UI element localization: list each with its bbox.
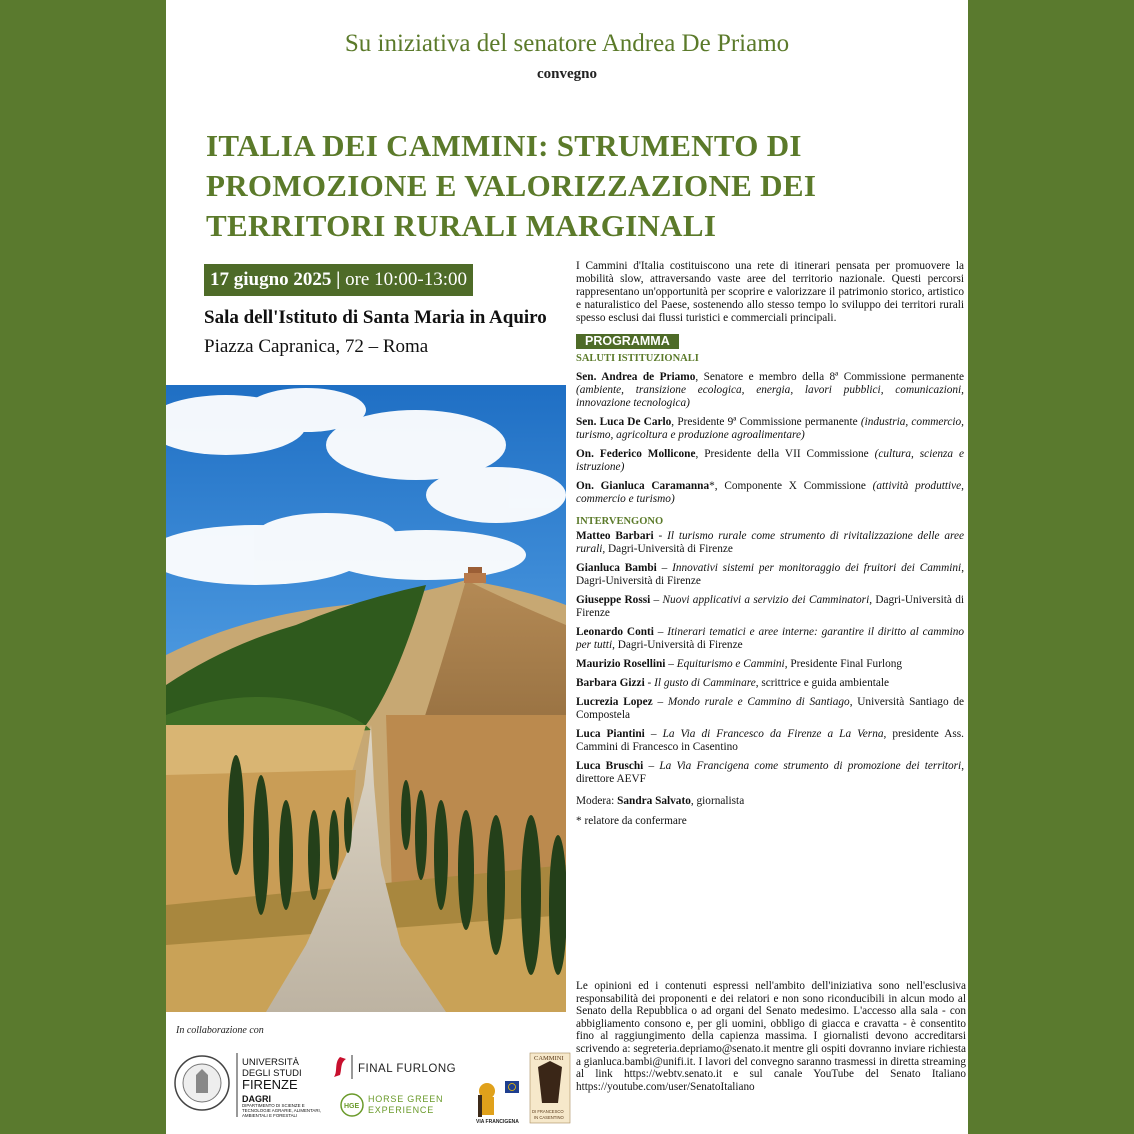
- initiative-line: Su iniziativa del senatore Andrea De Priamo: [344, 30, 790, 57]
- unifi-seal-logo: [175, 1056, 229, 1110]
- moderator: Modera: Sandra Salvato, giornalista: [576, 795, 745, 807]
- speaker-item: Giuseppe Rossi – Nuovi applicativi a servizio dei Camminatori, Dagri-Università di Firenze: [576, 594, 964, 619]
- unifi-line-2: DEGLI STUDI: [242, 1068, 302, 1079]
- poster: [166, 0, 968, 1134]
- speaker-item: Gianluca Bambi – Innovativi sistemi per monitoraggio dei fruitori dei Cammini, Dagri-Università di Firenze: [576, 562, 965, 587]
- cammini-francesco-line-1: CAMMINI: [534, 1055, 564, 1062]
- event-type: convegno: [537, 66, 597, 82]
- title-line: TERRITORI RURALI MARGINALI: [206, 208, 717, 243]
- via-francigena-name: VIA FRANCIGENA: [476, 1119, 519, 1125]
- cammini-di-francesco-logo: [530, 1053, 570, 1123]
- interventi-heading: INTERVENGONO: [576, 516, 664, 527]
- event-date: 17 giugno 2025: [210, 269, 332, 290]
- partner-logos: [174, 1045, 574, 1125]
- speaker-item: On. Federico Mollicone, Presidente della VII Commissione (cultura, scienza e istruzione): [576, 448, 964, 473]
- venue: Sala dell'Istituto di Santa Maria in Aquiro: [204, 307, 547, 328]
- council-of-europe-logo: [505, 1081, 519, 1093]
- program-column: [576, 260, 964, 828]
- speaker-item: On. Gianluca Caramanna*, Componente X Commissione (attività produttive, commercio e turismo): [576, 480, 964, 505]
- date-box: [204, 264, 473, 296]
- final-furlong-name: FINAL FURLONG: [358, 1063, 457, 1075]
- dagri-subtitle: DIPARTIMENTO DI SCIENZE E TECNOLOGIE AGRARIE, ALIMENTARI, AMBIENTALI E FORESTALI: [242, 1103, 321, 1118]
- intro-text: I Cammini d'Italia costituiscono una rete di itinerari pensata per promuovere la mobilità slow, attraversando vaste aree del territorio nazionale. Questi percorsi rappresentano un'opportunità per scoprire e valorizzare il patrimonio storico, artistico e naturalistico del Paese, sostenendo allo stesso tempo lo sviluppo dei territori rurali spesso esclusi dai flussi turistici e commerciali principali.: [576, 260, 964, 324]
- speaker-item: Lucrezia Lopez – Mondo rurale e Cammino di Santiago, Università Santiago de Compostela: [576, 696, 965, 721]
- date-separator: |: [336, 269, 341, 290]
- speaker-item: Sen. Andrea de Priamo, Senatore e membro della 8ª Commissione permanente (ambiente, transizione ecologica, energia, lavori pubblici, comunicazioni, innovazione tecnologica): [576, 371, 964, 409]
- event-time: ore 10:00-13:00: [345, 269, 468, 290]
- disclaimer-text: Le opinioni ed i contenuti espressi nell'ambito dell'iniziativa sono nell'esclusiva responsabilità dei proponenti e dei relatori e non sono riconducibili in alcun modo al Senato della Repubblica o ad organi del Senato medesimo. L'accesso alla sala - con abbigliamento consono e, per gli uomini, obbligo di giacca e cravatta - è consentito fino al raggiungimento della capienza massima. I giornalisti devono accreditarsi scrivendo a: segreteria.depriamo@senato.it mentre gli ospiti dovranno inviare richiesta a gianluca.bambi@unifi.it. I lavori del convegno saranno trasmessi in diretta streaming al link https://webtv.senato.it e sul canale YouTube del Senato Italiano https://youtube.com/user/SenatoItaliano: [576, 980, 966, 1093]
- horse-green-experience-logo: [341, 1094, 443, 1116]
- collaboration-label: In collaborazione con: [176, 1025, 264, 1036]
- hge-name-line-2: EXPERIENCE: [368, 1105, 435, 1115]
- dagri-label: DAGRI: [242, 1094, 271, 1104]
- unifi-line-3: FIRENZE: [242, 1077, 298, 1092]
- title-line: PROMOZIONE E VALORIZZAZIONE DEI: [206, 168, 817, 203]
- speaker-item: Luca Piantini – La Via di Francesco da Firenze a La Verna, presidente Ass. Cammini di Francesco in Casentino: [576, 728, 965, 753]
- speaker-item: Luca Bruschi – La Via Francigena come strumento di promozione dei territori, direttore AEVF: [576, 760, 965, 785]
- speaker-item: Maurizio Rosellini – Equiturismo e Cammini, Presidente Final Furlong: [576, 658, 903, 670]
- address: Piazza Capranica, 72 – Roma: [204, 336, 429, 357]
- saluti-heading: SALUTI ISTITUZIONALI: [576, 353, 699, 364]
- footnote: * relatore da confermare: [576, 815, 687, 827]
- hge-badge: HGE: [344, 1103, 360, 1110]
- unifi-line-1: UNIVERSITÀ: [242, 1057, 300, 1068]
- hge-name-line-1: HORSE GREEN: [368, 1094, 444, 1104]
- tuscany-landscape-image: [166, 385, 566, 1012]
- title-line: ITALIA DEI CAMMINI: STRUMENTO DI: [206, 128, 802, 163]
- cammini-francesco-line-3: IN CASENTINO: [534, 1115, 564, 1120]
- programma-badge: PROGRAMMA: [576, 334, 679, 349]
- final-furlong-logo: [334, 1055, 456, 1079]
- event-title: [206, 126, 926, 246]
- cammini-francesco-line-2: DI FRANCESCO: [532, 1109, 564, 1114]
- speaker-item: Matteo Barbari - Il turismo rurale come strumento di rivitalizzazione delle aree rurali, Dagri-Università di Firenze: [576, 530, 965, 555]
- speaker-item: Sen. Luca De Carlo, Presidente 9ª Commissione permanente (industria, commercio, turismo, agricoltura e produzione agroalimentare): [576, 416, 965, 441]
- speaker-item: Barbara Gizzi - Il gusto di Camminare, scrittrice e guida ambientale: [576, 677, 890, 689]
- speaker-item: Leonardo Conti – Itinerari tematici e aree interne: garantire il diritto al cammino per tutti, Dagri-Università di Firenze: [576, 626, 965, 651]
